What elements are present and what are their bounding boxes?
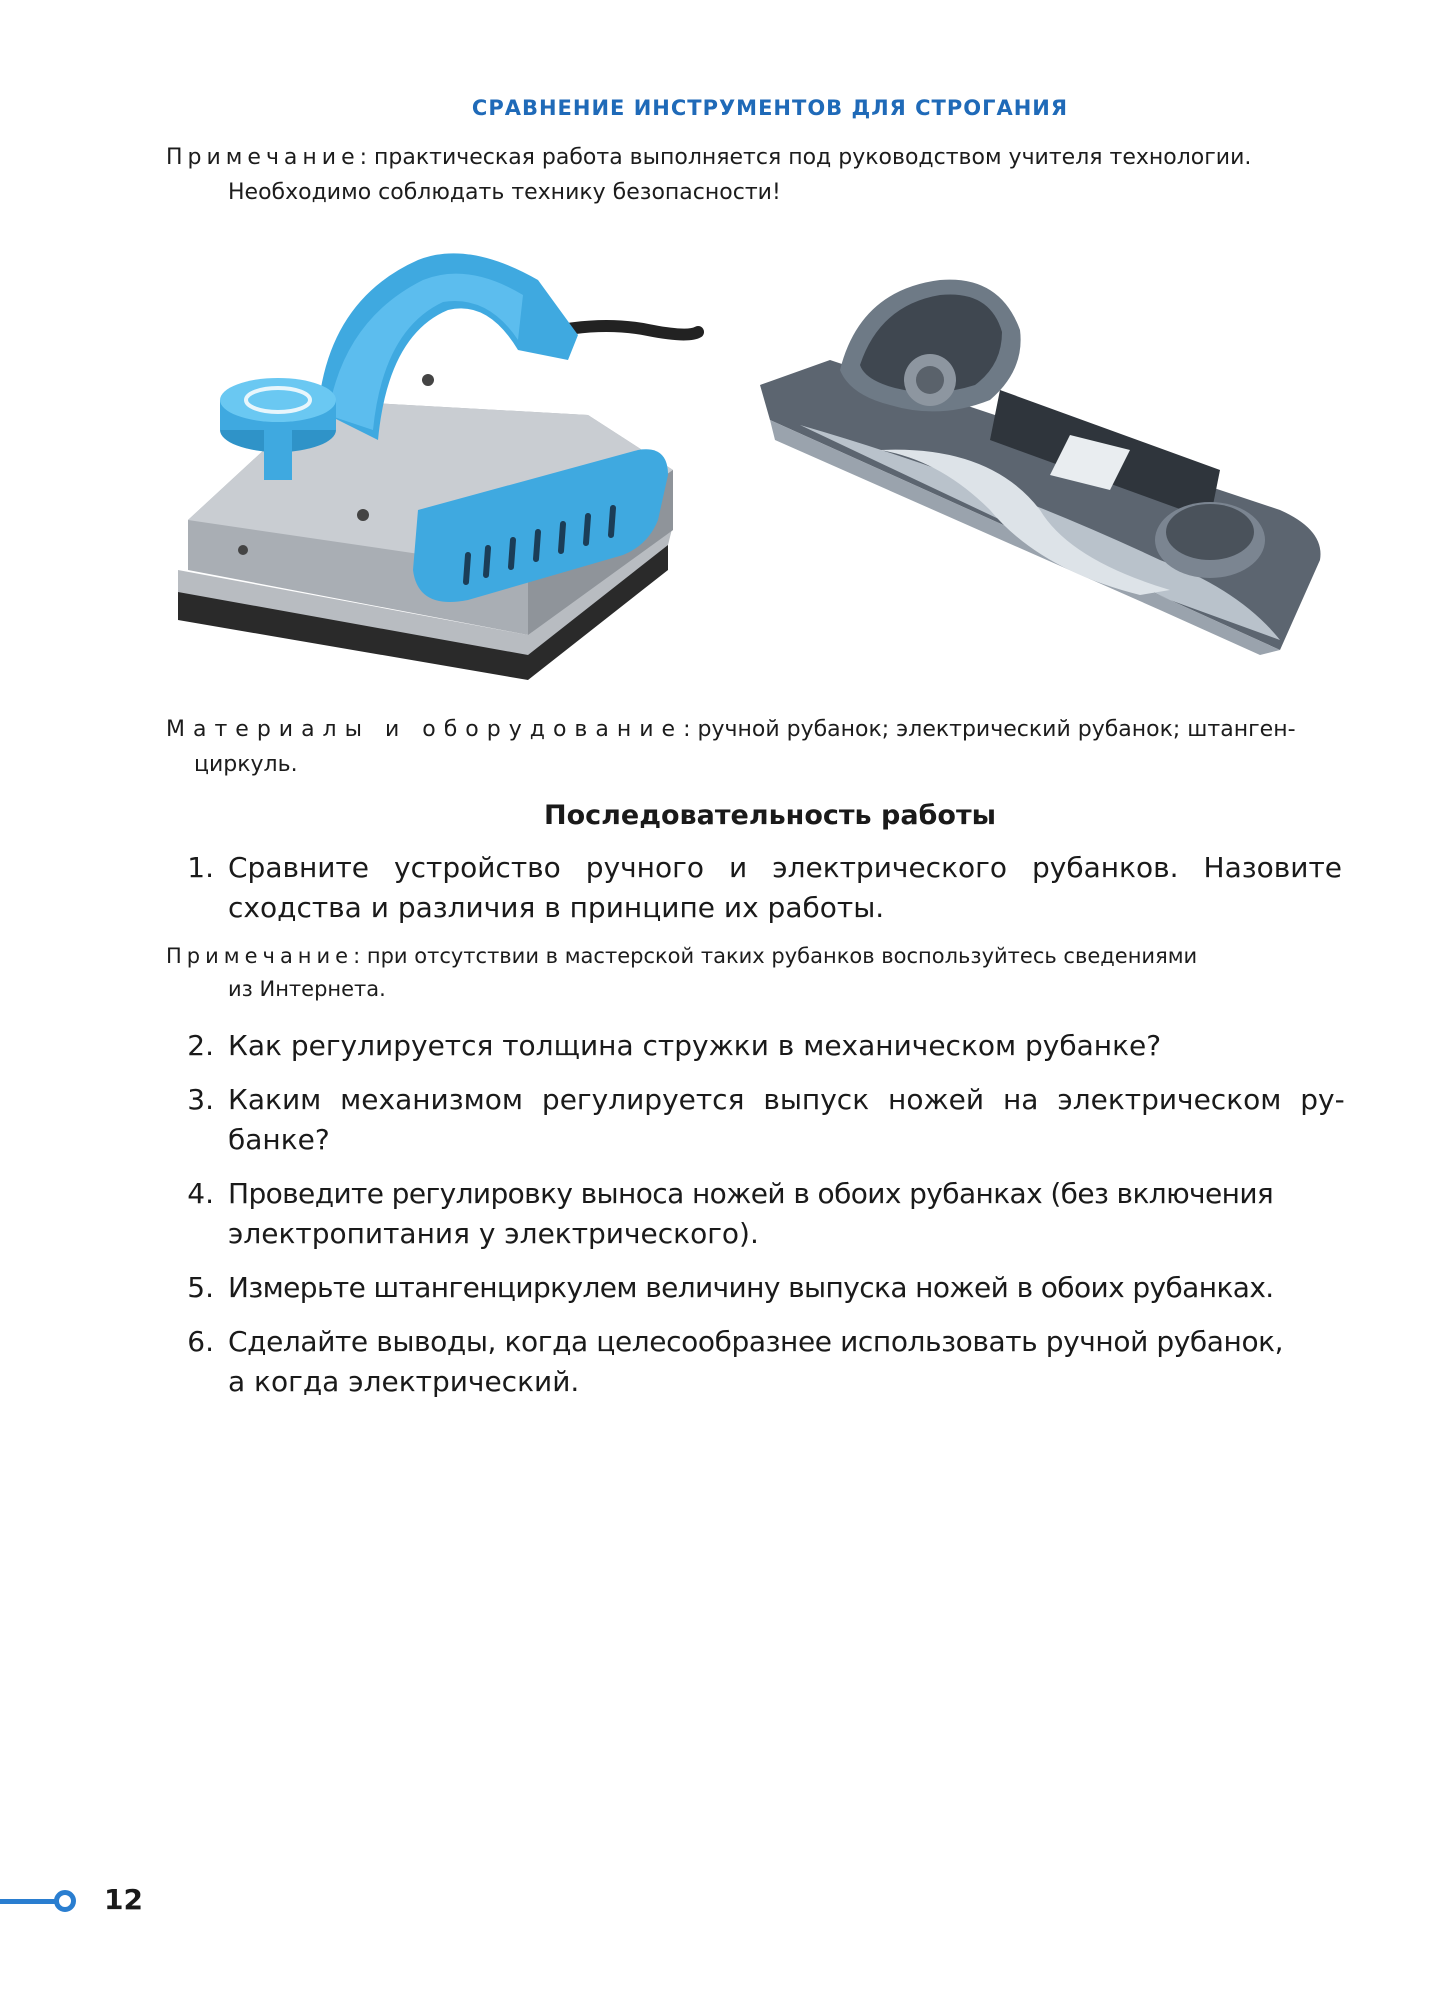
page-marker-line — [0, 1899, 60, 1904]
step-line: а когда электрический. — [228, 1365, 580, 1398]
note-line-2: из Интернета. — [228, 977, 386, 1001]
step-5 — [172, 1268, 1342, 1308]
materials-line-1: : ручной рубанок; электрический рубанок; штанген- — [683, 717, 1296, 742]
step-number: 1. — [187, 851, 214, 884]
page-marker-circle — [54, 1890, 76, 1912]
step-6 — [172, 1322, 1342, 1402]
sequence-heading: Последовательность работы — [543, 800, 997, 831]
step-number: 5. — [187, 1271, 214, 1304]
step-line: банке? — [228, 1123, 330, 1156]
note-line-1: : при отсутствии в мастерской таких рубанков воспользуйтесь сведениями — [353, 944, 1198, 968]
page-title: СРАВНЕНИЕ ИНСТРУМЕНТОВ ДЛЯ СТРОГАНИЯ — [471, 96, 1069, 120]
internet-note — [166, 940, 1366, 1006]
step-1 — [172, 848, 1342, 928]
step-line: Сделайте выводы, когда целесообразнее использовать ручной рубанок, — [228, 1325, 1284, 1358]
materials-block — [166, 712, 1342, 782]
step-3 — [172, 1080, 1345, 1160]
materials-label: Материалы и оборудование — [166, 717, 684, 742]
step-number: 6. — [187, 1325, 214, 1358]
step-number: 2. — [187, 1029, 214, 1062]
step-line: Проведите регулировку выноса ножей в обоих рубанках (без включения — [228, 1177, 1274, 1210]
note-label: Примечание — [166, 944, 354, 968]
step-4 — [172, 1174, 1342, 1254]
step-line: сходства и различия в принципе их работы. — [228, 891, 885, 924]
note-label: Примечание — [166, 145, 360, 170]
step-line: электропитания у электрического). — [228, 1217, 759, 1250]
materials-line-2: циркуль. — [194, 752, 298, 777]
step-line: Измерьте штангенциркулем величину выпуска ножей в обоих рубанках. — [228, 1271, 1274, 1304]
step-number: 3. — [187, 1083, 214, 1116]
step-line: Сравните устройство ручного и электрического рубанков. Назовите — [228, 851, 1342, 884]
page-number: 12 — [104, 1883, 143, 1916]
hand-plane-icon — [740, 270, 1340, 660]
electric-plane-icon — [168, 240, 718, 680]
step-line: Каким механизмом регулируется выпуск ножей на электрическом ру- — [228, 1083, 1345, 1116]
note-line-1: : практическая работа выполняется под руководством учителя технологии. — [359, 145, 1252, 170]
step-line: Как регулируется толщина стружки в механическом рубанке? — [228, 1029, 1162, 1062]
step-2 — [172, 1026, 1342, 1066]
step-number: 4. — [187, 1177, 214, 1210]
note-line-2: Необходимо соблюдать технику безопасности! — [228, 180, 781, 205]
safety-note — [166, 140, 1366, 210]
